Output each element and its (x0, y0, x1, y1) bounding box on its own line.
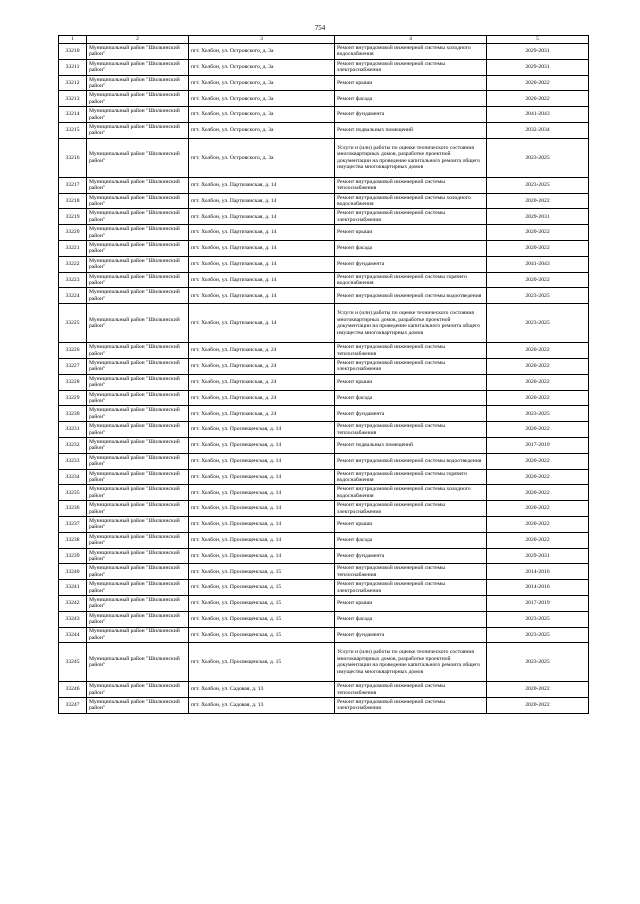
district-cell: Муниципальный район "Шилкинский район" (87, 501, 189, 517)
work-type-cell: Ремонт внутридомовой инженерной системы холодного водоснабжения (335, 44, 487, 60)
address-cell: пгт. Холбон, ул. Островского, д. 3а (189, 59, 335, 75)
row-number-cell: 33235 (59, 485, 87, 501)
address-cell: пгт. Холбон, ул. Просвещенская, д. 15 (189, 611, 335, 627)
address-cell: пгт. Холбон, ул. Просвещенская, д. 15 (189, 595, 335, 611)
table-row (59, 272, 589, 288)
district-cell: Муниципальный район "Шилкинский район" (87, 485, 189, 501)
row-number-cell: 33224 (59, 288, 87, 304)
work-type-cell: Ремонт внутридомовой инженерной системы электроснабжения (335, 358, 487, 374)
period-cell: 2029-2031 (487, 209, 589, 225)
district-cell: Муниципальный район "Шилкинский район" (87, 682, 189, 698)
period-cell: 2020-2022 (487, 240, 589, 256)
work-type-cell: Услуги и (или) работы по оценке технического состояния многоквартирных домов, разработке проектной документации на проведение капитального ремонта общего имущества многоквартирных домов (335, 643, 487, 682)
work-type-cell: Ремонт фундамента (335, 548, 487, 564)
district-cell: Муниципальный район "Шилкинский район" (87, 580, 189, 596)
table-row (59, 138, 589, 177)
district-cell: Муниципальный район "Шилкинский район" (87, 643, 189, 682)
row-number-cell: 33245 (59, 643, 87, 682)
work-type-cell: Ремонт внутридомовой инженерной системы электроснабжения (335, 501, 487, 517)
period-cell: 2023-2025 (487, 643, 589, 682)
work-type-cell: Услуги и (или) работы по оценке технического состояния многоквартирных домов, разработке проектной документации на проведение капитального ремонта общего имущества многоквартирных домов (335, 304, 487, 343)
district-cell: Муниципальный район "Шилкинский район" (87, 437, 189, 453)
table-body (59, 44, 589, 714)
row-number-cell: 33211 (59, 59, 87, 75)
district-cell: Муниципальный район "Шилкинский район" (87, 548, 189, 564)
period-cell: 2023-2025 (487, 288, 589, 304)
table-row (59, 240, 589, 256)
period-cell: 2020-2022 (487, 469, 589, 485)
period-cell: 2017-2019 (487, 437, 589, 453)
table-row (59, 59, 589, 75)
table-row (59, 422, 589, 438)
table-row (59, 627, 589, 643)
work-type-cell: Ремонт крыши (335, 75, 487, 91)
address-cell: пгт. Холбон, ул. Просвещенская, д. 15 (189, 627, 335, 643)
table-row (59, 469, 589, 485)
row-number-cell: 33212 (59, 75, 87, 91)
address-cell: пгт. Холбон, ул. Садовая, д. 13 (189, 698, 335, 714)
row-number-cell: 33243 (59, 611, 87, 627)
work-type-cell: Ремонт фундамента (335, 107, 487, 123)
address-cell: пгт. Холбон, ул. Просвещенская, д. 14 (189, 532, 335, 548)
row-number-cell: 33226 (59, 343, 87, 359)
row-number-cell: 33232 (59, 437, 87, 453)
period-cell: 2020-2022 (487, 453, 589, 469)
address-cell: пгт. Холбон, ул. Просвещенская, д. 14 (189, 422, 335, 438)
work-type-cell: Ремонт внутридомовой инженерной системы электроснабжения (335, 209, 487, 225)
row-number-cell: 33238 (59, 532, 87, 548)
table-row (59, 548, 589, 564)
row-number-cell: 33222 (59, 256, 87, 272)
row-number-cell: 33242 (59, 595, 87, 611)
period-cell: 2020-2022 (487, 75, 589, 91)
address-cell: пгт. Холбон, ул. Партизанская, д. 14 (189, 177, 335, 193)
table-header-row (59, 36, 589, 44)
row-number-cell: 33240 (59, 564, 87, 580)
row-number-cell: 33213 (59, 91, 87, 107)
work-type-cell: Ремонт крыши (335, 225, 487, 241)
table-row (59, 193, 589, 209)
column-header-1: 1 (59, 36, 87, 44)
work-type-cell: Ремонт крыши (335, 516, 487, 532)
period-cell: 2020-2022 (487, 343, 589, 359)
district-cell: Муниципальный район "Шилкинский район" (87, 209, 189, 225)
period-cell: 2017-2019 (487, 595, 589, 611)
district-cell: Муниципальный район "Шилкинский район" (87, 516, 189, 532)
table-row (59, 91, 589, 107)
row-number-cell: 33216 (59, 138, 87, 177)
address-cell: пгт. Холбон, ул. Партизанская, д. 14 (189, 256, 335, 272)
table-row (59, 225, 589, 241)
row-number-cell: 33219 (59, 209, 87, 225)
work-type-cell: Ремонт внутридомовой инженерной системы холодного водоснабжения (335, 193, 487, 209)
row-number-cell: 33215 (59, 122, 87, 138)
table-row (59, 516, 589, 532)
period-cell: 2032-2034 (487, 122, 589, 138)
address-cell: пгт. Холбон, ул. Партизанская, д. 14 (189, 209, 335, 225)
district-cell: Муниципальный район "Шилкинский район" (87, 138, 189, 177)
address-cell: пгт. Холбон, ул. Садовая, д. 13 (189, 682, 335, 698)
district-cell: Муниципальный район "Шилкинский район" (87, 406, 189, 422)
period-cell: 2020-2022 (487, 501, 589, 517)
period-cell: 2014-2016 (487, 580, 589, 596)
table-row (59, 107, 589, 123)
address-cell: пгт. Холбон, ул. Партизанская, д. 24 (189, 343, 335, 359)
address-cell: пгт. Холбон, ул. Просвещенская, д. 15 (189, 643, 335, 682)
table-row (59, 406, 589, 422)
table-row (59, 643, 589, 682)
table-row (59, 358, 589, 374)
page-number: 754 (314, 24, 326, 32)
address-cell: пгт. Холбон, ул. Просвещенская, д. 15 (189, 580, 335, 596)
period-cell: 2023-2025 (487, 177, 589, 193)
work-type-cell: Ремонт крыши (335, 595, 487, 611)
work-type-cell: Ремонт фасада (335, 91, 487, 107)
address-cell: пгт. Холбон, ул. Просвещенская, д. 15 (189, 564, 335, 580)
work-type-cell: Ремонт внутридомовой инженерной системы теплоснабжения (335, 682, 487, 698)
period-cell: 2020-2022 (487, 516, 589, 532)
row-number-cell: 33246 (59, 682, 87, 698)
row-number-cell: 33229 (59, 390, 87, 406)
row-number-cell: 33234 (59, 469, 87, 485)
row-number-cell: 33220 (59, 225, 87, 241)
district-cell: Муниципальный район "Шилкинский район" (87, 240, 189, 256)
period-cell: 2020-2022 (487, 390, 589, 406)
work-type-cell: Ремонт внутридомовой инженерной системы электроснабжения (335, 59, 487, 75)
table-row (59, 304, 589, 343)
row-number-cell: 33227 (59, 358, 87, 374)
period-cell: 2029-2031 (487, 548, 589, 564)
period-cell: 2023-2025 (487, 304, 589, 343)
table-row (59, 256, 589, 272)
district-cell: Муниципальный район "Шилкинский район" (87, 358, 189, 374)
district-cell: Муниципальный район "Шилкинский район" (87, 595, 189, 611)
district-cell: Муниципальный район "Шилкинский район" (87, 225, 189, 241)
period-cell: 2020-2022 (487, 682, 589, 698)
work-type-cell: Ремонт внутридомовой инженерной системы водоотведения (335, 453, 487, 469)
address-cell: пгт. Холбон, ул. Партизанская, д. 14 (189, 225, 335, 241)
table-row (59, 580, 589, 596)
column-header-4: 4 (335, 36, 487, 44)
period-cell: 2020-2022 (487, 374, 589, 390)
row-number-cell: 33236 (59, 501, 87, 517)
district-cell: Муниципальный район "Шилкинский район" (87, 374, 189, 390)
district-cell: Муниципальный район "Шилкинский район" (87, 611, 189, 627)
period-cell: 2023-2025 (487, 138, 589, 177)
work-type-cell: Ремонт фасада (335, 240, 487, 256)
district-cell: Муниципальный район "Шилкинский район" (87, 177, 189, 193)
table-row (59, 177, 589, 193)
period-cell: 2041-2043 (487, 256, 589, 272)
period-cell: 2020-2022 (487, 272, 589, 288)
period-cell: 2020-2022 (487, 422, 589, 438)
district-cell: Муниципальный район "Шилкинский район" (87, 304, 189, 343)
address-cell: пгт. Холбон, ул. Островского, д. 3а (189, 75, 335, 91)
period-cell: 2023-2025 (487, 611, 589, 627)
work-type-cell: Ремонт фасада (335, 532, 487, 548)
table-row (59, 682, 589, 698)
row-number-cell: 33231 (59, 422, 87, 438)
address-cell: пгт. Холбон, ул. Островского, д. 3а (189, 107, 335, 123)
address-cell: пгт. Холбон, ул. Просвещенская, д. 14 (189, 485, 335, 501)
address-cell: пгт. Холбон, ул. Островского, д. 3а (189, 122, 335, 138)
row-number-cell: 33228 (59, 374, 87, 390)
table-row (59, 698, 589, 714)
district-cell: Муниципальный район "Шилкинский район" (87, 75, 189, 91)
period-cell: 2029-2031 (487, 44, 589, 60)
table-row (59, 611, 589, 627)
column-header-2: 2 (87, 36, 189, 44)
work-type-cell: Ремонт внутридомовой инженерной системы электроснабжения (335, 580, 487, 596)
district-cell: Муниципальный район "Шилкинский район" (87, 256, 189, 272)
district-cell: Муниципальный район "Шилкинский район" (87, 343, 189, 359)
work-type-cell: Ремонт фундамента (335, 256, 487, 272)
address-cell: пгт. Холбон, ул. Партизанская, д. 14 (189, 304, 335, 343)
row-number-cell: 33247 (59, 698, 87, 714)
row-number-cell: 33221 (59, 240, 87, 256)
table-row (59, 453, 589, 469)
period-cell: 2020-2022 (487, 698, 589, 714)
table-row (59, 437, 589, 453)
address-cell: пгт. Холбон, ул. Просвещенская, д. 14 (189, 501, 335, 517)
column-header-3: 3 (189, 36, 335, 44)
address-cell: пгт. Холбон, ул. Партизанская, д. 24 (189, 374, 335, 390)
work-type-cell: Ремонт внутридомовой инженерной системы теплоснабжения (335, 422, 487, 438)
period-cell: 2020-2022 (487, 485, 589, 501)
address-cell: пгт. Холбон, ул. Просвещенская, д. 14 (189, 453, 335, 469)
address-cell: пгт. Холбон, ул. Просвещенская, д. 14 (189, 548, 335, 564)
period-cell: 2014-2016 (487, 564, 589, 580)
address-cell: пгт. Холбон, ул. Партизанская, д. 14 (189, 240, 335, 256)
table-row (59, 390, 589, 406)
address-cell: пгт. Холбон, ул. Партизанская, д. 24 (189, 358, 335, 374)
row-number-cell: 33237 (59, 516, 87, 532)
work-type-cell: Ремонт внутридомовой инженерной системы теплоснабжения (335, 564, 487, 580)
table-row (59, 595, 589, 611)
district-cell: Муниципальный район "Шилкинский район" (87, 59, 189, 75)
address-cell: пгт. Холбон, ул. Просвещенская, д. 14 (189, 516, 335, 532)
column-header-5: 5 (487, 36, 589, 44)
address-cell: пгт. Холбон, ул. Островского, д. 3а (189, 44, 335, 60)
period-cell: 2023-2025 (487, 627, 589, 643)
period-cell: 2041-2043 (487, 107, 589, 123)
work-type-cell: Ремонт фундамента (335, 406, 487, 422)
district-cell: Муниципальный район "Шилкинский район" (87, 44, 189, 60)
address-cell: пгт. Холбон, ул. Партизанская, д. 14 (189, 193, 335, 209)
district-cell: Муниципальный район "Шилкинский район" (87, 564, 189, 580)
row-number-cell: 33241 (59, 580, 87, 596)
work-type-cell: Ремонт подвальных помещений (335, 437, 487, 453)
table-row (59, 564, 589, 580)
table-row (59, 374, 589, 390)
district-cell: Муниципальный район "Шилкинский район" (87, 288, 189, 304)
period-cell: 2020-2022 (487, 91, 589, 107)
row-number-cell: 33230 (59, 406, 87, 422)
row-number-cell: 33244 (59, 627, 87, 643)
table-row (59, 343, 589, 359)
row-number-cell: 33217 (59, 177, 87, 193)
work-type-cell: Ремонт фасада (335, 611, 487, 627)
district-cell: Муниципальный район "Шилкинский район" (87, 272, 189, 288)
district-cell: Муниципальный район "Шилкинский район" (87, 469, 189, 485)
capital-repair-table (58, 35, 589, 714)
district-cell: Муниципальный район "Шилкинский район" (87, 453, 189, 469)
table-row (59, 209, 589, 225)
table-row (59, 44, 589, 60)
work-type-cell: Ремонт внутридомовой инженерной системы горячего водоснабжения (335, 469, 487, 485)
district-cell: Муниципальный район "Шилкинский район" (87, 107, 189, 123)
period-cell: 2023-2025 (487, 406, 589, 422)
work-type-cell: Ремонт фундамента (335, 627, 487, 643)
table-row (59, 485, 589, 501)
district-cell: Муниципальный район "Шилкинский район" (87, 193, 189, 209)
work-type-cell: Услуги и (или) работы по оценке технического состояния многоквартирных домов, разработке проектной документации на проведение капитального ремонта общего имущества многоквартирных домов (335, 138, 487, 177)
address-cell: пгт. Холбон, ул. Партизанская, д. 14 (189, 288, 335, 304)
row-number-cell: 33214 (59, 107, 87, 123)
row-number-cell: 33225 (59, 304, 87, 343)
work-type-cell: Ремонт фасада (335, 390, 487, 406)
address-cell: пгт. Холбон, ул. Островского, д. 3а (189, 138, 335, 177)
district-cell: Муниципальный район "Шилкинский район" (87, 390, 189, 406)
work-type-cell: Ремонт внутридомовой инженерной системы холодного водоснабжения (335, 485, 487, 501)
district-cell: Муниципальный район "Шилкинский район" (87, 422, 189, 438)
table-row (59, 75, 589, 91)
table-row (59, 501, 589, 517)
work-type-cell: Ремонт внутридомовой инженерной системы теплоснабжения (335, 177, 487, 193)
row-number-cell: 33210 (59, 44, 87, 60)
table-row (59, 532, 589, 548)
address-cell: пгт. Холбон, ул. Партизанская, д. 24 (189, 390, 335, 406)
district-cell: Муниципальный район "Шилкинский район" (87, 91, 189, 107)
district-cell: Муниципальный район "Шилкинский район" (87, 627, 189, 643)
row-number-cell: 33218 (59, 193, 87, 209)
address-cell: пгт. Холбон, ул. Островского, д. 3а (189, 91, 335, 107)
period-cell: 2020-2022 (487, 193, 589, 209)
work-type-cell: Ремонт внутридомовой инженерной системы электроснабжения (335, 698, 487, 714)
period-cell: 2020-2022 (487, 358, 589, 374)
district-cell: Муниципальный район "Шилкинский район" (87, 698, 189, 714)
address-cell: пгт. Холбон, ул. Просвещенская, д. 14 (189, 437, 335, 453)
address-cell: пгт. Холбон, ул. Партизанская, д. 14 (189, 272, 335, 288)
work-type-cell: Ремонт подвальных помещений (335, 122, 487, 138)
table-row (59, 122, 589, 138)
address-cell: пгт. Холбон, ул. Просвещенская, д. 14 (189, 469, 335, 485)
work-type-cell: Ремонт внутридомовой инженерной системы водоотведения (335, 288, 487, 304)
district-cell: Муниципальный район "Шилкинский район" (87, 122, 189, 138)
period-cell: 2020-2022 (487, 225, 589, 241)
district-cell: Муниципальный район "Шилкинский район" (87, 532, 189, 548)
work-type-cell: Ремонт внутридомовой инженерной системы горячего водоснабжения (335, 272, 487, 288)
work-type-cell: Ремонт крыши (335, 374, 487, 390)
row-number-cell: 33233 (59, 453, 87, 469)
period-cell: 2020-2022 (487, 532, 589, 548)
row-number-cell: 33223 (59, 272, 87, 288)
table-row (59, 288, 589, 304)
row-number-cell: 33239 (59, 548, 87, 564)
address-cell: пгт. Холбон, ул. Партизанская, д. 24 (189, 406, 335, 422)
work-type-cell: Ремонт внутридомовой инженерной системы теплоснабжения (335, 343, 487, 359)
period-cell: 2029-2031 (487, 59, 589, 75)
